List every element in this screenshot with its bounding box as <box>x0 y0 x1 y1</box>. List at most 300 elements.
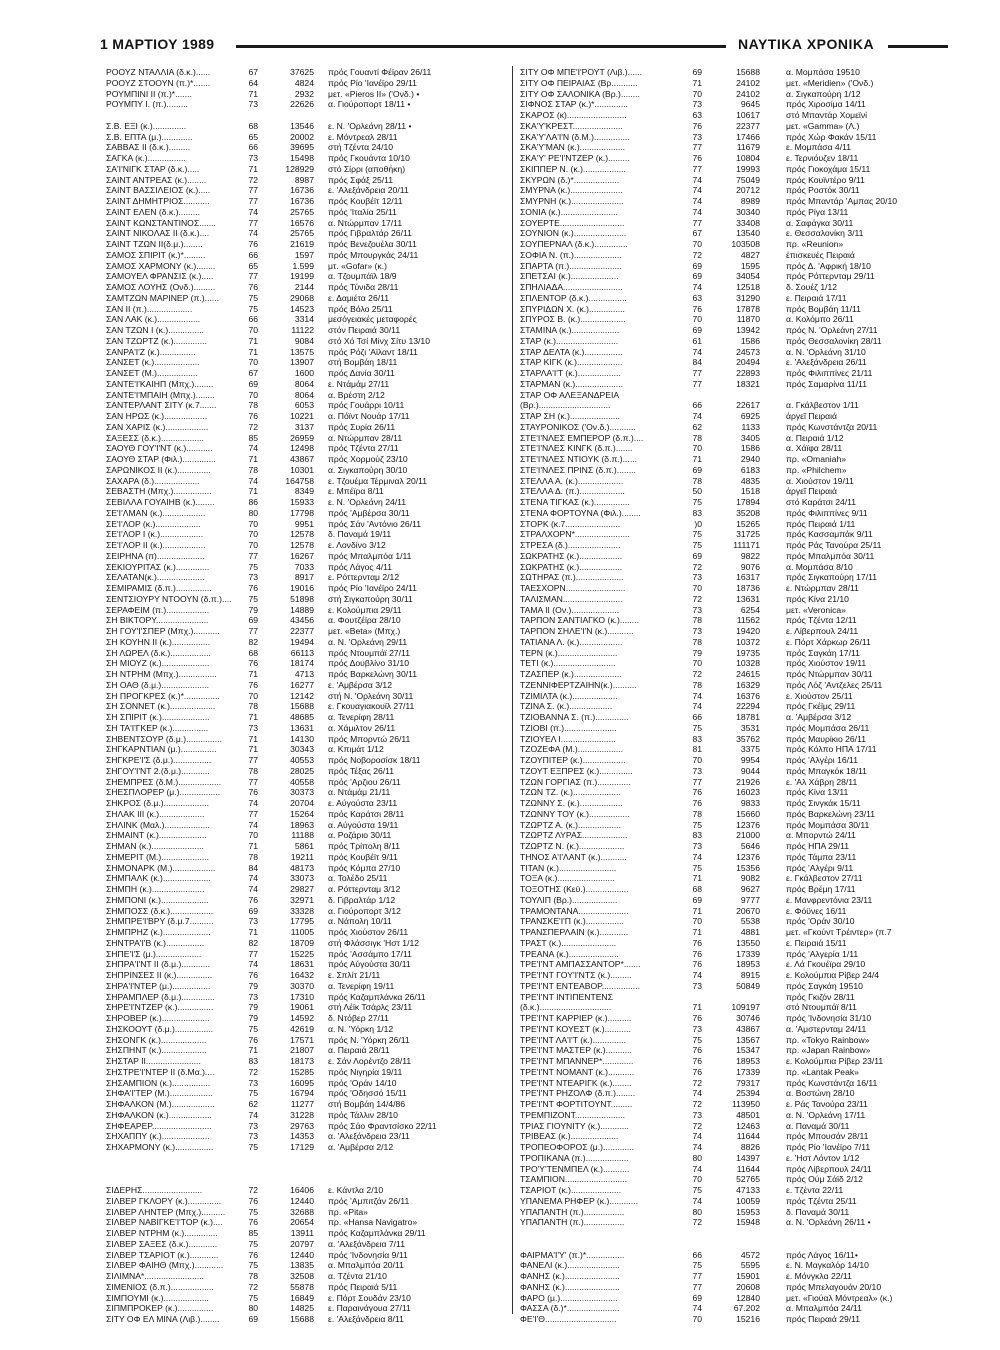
tonnage: 12376 <box>736 851 760 862</box>
tonnage: 19993 <box>736 163 760 174</box>
ship-name: ΤΡΕ'Ι'ΝΤ ΝΟΜΑΝΤ (κ.)........... <box>520 1066 635 1077</box>
tonnage: 25765 <box>290 206 314 217</box>
build-year: 71 <box>248 841 258 851</box>
ship-row <box>520 830 960 841</box>
ship-status: ἀργεῖ Πειραιά <box>786 486 837 497</box>
build-year: 74 <box>248 959 258 970</box>
build-year: 75 <box>692 1034 702 1045</box>
tonnage: 17571 <box>290 1034 314 1045</box>
ship-name: ΣΗΜΠΗ (κ.)...................... <box>106 884 205 894</box>
ship-row <box>106 766 511 777</box>
tonnage: 9627 <box>740 884 760 894</box>
build-year: 65 <box>248 260 258 271</box>
ship-name: ΤΖΙΟΥΕΛ Ι....................... <box>520 733 616 744</box>
build-year: 73 <box>248 916 258 927</box>
build-year: 78 <box>248 851 258 862</box>
ship-name: ΤΖΩΝΝΥ ΤΟΥ (κ.)................. <box>520 808 630 819</box>
ship-name: ΣΗΜΠΟΣΣ (δ.κ.).................. <box>106 905 214 916</box>
build-year: 73 <box>248 722 258 733</box>
ship-name: ΣΗΦΑΛΚΟΝ (Μ.).................. <box>106 1099 215 1109</box>
tonnage: 18953 <box>736 1056 760 1066</box>
build-year: 75 <box>692 819 702 830</box>
build-year: 71 <box>248 486 258 497</box>
ship-row <box>106 465 511 476</box>
build-year: 70 <box>248 357 258 368</box>
ship-row <box>106 1207 511 1218</box>
ship-status: πρός Χιροσίμα 14/11 <box>786 99 866 110</box>
ship-status: α. Γιούροπορτ 18/11 • <box>328 99 411 110</box>
ship-row <box>106 820 511 831</box>
ship-status: πρός Βενεζουέλα 30/11 <box>328 239 417 249</box>
ship-row <box>106 207 511 218</box>
ship-status: ε. Παραινάγουα 27/11 <box>328 1303 411 1314</box>
ship-row <box>520 906 960 917</box>
ship-status: μετ. «Γκούντ Τρέιντερ» (π.7 <box>786 927 892 937</box>
ship-status: πρός Βαρκελώνη 30/11 <box>328 669 418 679</box>
ship-name: ΣΤΑΡ (κ.).......................... <box>520 335 619 346</box>
ship-name: ΦΑΝΗΣ (κ.)....................... <box>520 1281 620 1292</box>
build-year: 76 <box>692 787 702 798</box>
ship-row <box>520 519 960 530</box>
ship-name: ΤΡΕ'Ι'ΝΤ ΡΗΖΟΛΦ (δ.π.)........ <box>520 1088 636 1099</box>
ship-name: ΤΡΕ'Ι'ΝΤ ΚΟΥΕΣΤ (κ.)........... <box>520 1023 631 1034</box>
ship-status: πρός Ρίγα 13/11 <box>786 206 849 217</box>
ship-name: ΣΤΕΝΑ ΤΙΓΚΑΣ (κ.)............... <box>520 497 630 507</box>
tonnage: 30373 <box>290 787 314 798</box>
ship-name: ΣΑΜΟΣ ΧΑΡΜΟΝΥ (κ.)........ <box>106 260 216 271</box>
ship-name: ΣΑΜΟΣ ΣΠΙΡΙΤ (κ.)*......... <box>106 249 206 260</box>
ship-name: ΦΑΣΣΑ (δ.)*...................... <box>520 1303 620 1314</box>
ship-name: ΤΖΑΣΠΕΡ (κ.).................... <box>520 669 622 679</box>
build-year: 70 <box>248 518 258 529</box>
build-year: 69 <box>692 1292 702 1303</box>
ship-name: ΤΡΕ'Ι'ΝΤ ΝΤΕΑΡΙΓΚ (κ.)........ <box>520 1077 632 1088</box>
build-year: 74 <box>692 206 702 217</box>
tonnage: 1133 <box>741 421 760 432</box>
tonnage: 16794 <box>290 1088 314 1099</box>
tonnage: 3405 <box>740 432 760 443</box>
build-year: 74 <box>692 970 702 980</box>
ship-row <box>520 99 960 110</box>
ship-name: ΣΕ'Ι'ΛΜΑΝ (κ.).................. <box>106 507 206 518</box>
tonnage: 18953 <box>736 959 760 970</box>
ship-name: ΣΑΓΚΑ (κ.)................ <box>106 153 186 163</box>
ship-row <box>106 89 511 100</box>
ship-name: Σ.Β. ΕΠΤΑ (μ.)............. <box>106 131 193 142</box>
ship-row <box>106 863 511 874</box>
tonnage: 13575 <box>290 346 314 357</box>
build-year: 61 <box>692 335 702 346</box>
ship-status: ε. Σάν Λορέντζο 28/11 <box>328 1056 412 1066</box>
ship-row <box>106 293 511 304</box>
tonnage: 33408 <box>736 217 760 228</box>
ship-status: πρός Γκέϊμς 29/11 <box>786 701 856 712</box>
ship-name: ΣΚΙΠΠΕΡ Ν. (κ.).................. <box>520 163 626 174</box>
tonnage: 24573 <box>736 346 760 357</box>
tonnage: 16576 <box>290 217 314 228</box>
ship-status: πρός Κουϊντέρο 9/11 <box>786 174 865 185</box>
tonnage: 4835 <box>740 475 760 486</box>
tonnage: 111171 <box>733 540 760 550</box>
ship-status: πρός Βρέμη 17/11 <box>786 884 856 894</box>
build-year: 72 <box>692 593 702 604</box>
tonnage: 2932 <box>294 88 314 99</box>
build-year: 70 <box>248 325 258 335</box>
ship-status: πρός 'Αλγερία 1/11 <box>786 948 859 959</box>
ship-status: πρός Σάο Φραντσίσκο 22/11 <box>328 1120 437 1131</box>
ship-name: ΤΡΕ'Ι'ΝΤ ΙΝΤΙΠΕΝΤΕΝΣ <box>520 991 613 1002</box>
ship-status: πρός Κόμπα 27/10 <box>328 862 401 873</box>
ship-row <box>106 712 511 723</box>
ship-status: α. Αύγούστα 19/11 <box>328 819 399 830</box>
ship-row <box>520 658 960 669</box>
build-year: 80 <box>248 1303 258 1314</box>
build-year: 71 <box>692 454 702 464</box>
ship-row <box>106 895 511 906</box>
ship-row <box>106 185 511 196</box>
ship-name: ΣΤΡΑΛΧΟΡΝ*....................... <box>520 529 630 540</box>
ship-status: α. Νάπολη 10/11 <box>328 916 392 927</box>
tonnage: 11562 <box>736 615 760 626</box>
ship-status: μτ. «Gofar» (κ.) <box>328 260 387 271</box>
build-year: 83 <box>692 733 702 744</box>
ship-row <box>520 669 960 680</box>
ship-status: α. Μομπάσα 19510 <box>786 67 860 77</box>
ship-row <box>520 368 960 379</box>
ship-row <box>520 314 960 325</box>
ship-name: ΣΙΜΠΟΥΜΙ (κ.)................... <box>106 1292 209 1303</box>
build-year: 79 <box>248 980 258 991</box>
ship-status: ε. 'Ηστ Λόντον 1/12 <box>786 1152 860 1163</box>
ship-status: στόν Πειραιά 30/11 <box>328 325 401 335</box>
ship-status: ε. Σπλίτ 21/11 <box>328 970 381 980</box>
build-year: 85 <box>248 1228 258 1238</box>
build-year: 75 <box>248 1260 258 1271</box>
build-year: 78 <box>692 615 702 626</box>
build-year: 79 <box>248 604 258 615</box>
tonnage: 18963 <box>290 819 314 830</box>
tonnage: 13546 <box>290 120 314 131</box>
build-year: 73 <box>692 572 702 583</box>
build-year: 74 <box>692 282 702 292</box>
tonnage: 13911 <box>290 1228 314 1238</box>
ship-name: ΤΗΝΟΣ Α'Ι'ΛΑΝΤ (κ.)........... <box>520 851 627 862</box>
row-spacer <box>520 1239 960 1250</box>
tonnage: 12518 <box>736 282 760 292</box>
build-year: 71 <box>248 669 258 679</box>
ship-row <box>520 325 960 336</box>
ship-status: στό Σίρρι (αποθήκη) <box>328 163 406 174</box>
ship-row <box>106 873 511 884</box>
ship-row <box>106 1142 511 1153</box>
ship-status: ε. Πόρτ Σουδάν 23/10 <box>328 1292 411 1303</box>
ship-name: ΤΡΕ'Ι'ΝΤ ΜΠΑΝΝΕΡ*............. <box>520 1056 634 1066</box>
ship-row <box>520 626 960 637</box>
tonnage: 29068 <box>290 292 314 303</box>
ship-row <box>520 927 960 938</box>
ship-status: μετ. «Γιούαλ Μόντρεαλ» (κ.) <box>786 1292 893 1303</box>
build-year: 77 <box>248 550 258 561</box>
tonnage: 8915 <box>740 970 760 980</box>
build-year: 73 <box>248 1077 258 1088</box>
build-year: 78 <box>692 475 702 486</box>
build-year: 71 <box>248 454 258 464</box>
ship-name: ΣΑΙΝΤ ΒΑΣΣΙΛΕΙΟΣ (κ.)..... <box>106 185 211 196</box>
tonnage: 9076 <box>740 561 760 572</box>
tonnage: 8989 <box>740 196 760 206</box>
tonnage: 13631 <box>290 722 314 733</box>
tonnage: 30343 <box>290 744 314 755</box>
ship-status: ε. Κολούμπια 29/11 <box>328 604 402 615</box>
ship-row <box>520 895 960 906</box>
build-year: 69 <box>692 894 702 905</box>
build-year: 78 <box>248 765 258 776</box>
tonnage: 19735 <box>736 647 760 658</box>
ship-row <box>520 497 960 508</box>
tonnage: 12840 <box>736 1292 760 1303</box>
tonnage: 21000 <box>736 830 760 841</box>
tonnage: 20712 <box>736 185 760 196</box>
ship-row <box>106 809 511 820</box>
build-year: 77 <box>248 271 258 282</box>
ship-row <box>106 1035 511 1046</box>
tonnage: 4824 <box>294 77 314 88</box>
ship-name: ΣΗΜΟΝΑΡΚ (Μ.).................. <box>106 862 216 873</box>
page-header <box>0 0 1000 64</box>
tonnage: 14523 <box>290 303 314 314</box>
ship-row <box>106 1088 511 1099</box>
ship-row <box>520 164 960 175</box>
ship-row <box>106 142 511 153</box>
ship-row <box>106 1293 511 1304</box>
build-year: 74 <box>692 701 702 712</box>
tonnage: 16277 <box>290 679 314 690</box>
ship-status: στή Τζέντα 24/10 <box>328 142 394 153</box>
ship-status: α. Πειραιά 28/11 <box>328 1045 390 1056</box>
ship-name: ΣΗ ΣΠΙΡΙΤ (κ.).................... <box>106 712 210 722</box>
ship-row <box>520 207 960 218</box>
tonnage: 21619 <box>290 239 314 249</box>
column-divider <box>512 66 513 1314</box>
ship-status: πρός Σάν 'Αντόνιο 26/11 <box>328 518 422 529</box>
tonnage: 50849 <box>736 980 760 991</box>
tonnage: 15498 <box>290 153 314 163</box>
tonnage: 29827 <box>290 884 314 894</box>
build-year: 76 <box>248 970 258 980</box>
ship-status: πρός Ν. 'Ορλεάνη 27/11 <box>786 325 878 335</box>
tonnage: 20002 <box>290 131 314 142</box>
build-year: 73 <box>248 99 258 110</box>
tonnage: 19199 <box>290 271 314 282</box>
build-year: 75 <box>248 1023 258 1034</box>
ship-row <box>520 992 960 1003</box>
ship-row <box>520 465 960 476</box>
build-year: 80 <box>692 1206 702 1217</box>
tonnage: 9044 <box>740 765 760 776</box>
ship-name: ΣΗ ΝΤΡΗΜ (Μπχ.)................ <box>106 669 217 679</box>
ship-status: πρός Ρόζι 'Αϊλαντ 18/11 <box>328 346 418 357</box>
ship-row <box>520 476 960 487</box>
ship-status: πρός Πειραιά 1/11 <box>786 518 856 529</box>
build-year: 75 <box>248 303 258 314</box>
tonnage: 10301 <box>290 464 314 475</box>
ship-row <box>106 992 511 1003</box>
ship-status: α. 'Αλεξάνδρεια 7/11 <box>328 1238 405 1249</box>
ship-row <box>520 390 960 401</box>
ship-row <box>520 787 960 798</box>
ship-status: μετ. «Pieros II» ('Ονδ.) • <box>328 88 420 99</box>
ship-row <box>520 282 960 293</box>
build-year: 73 <box>248 1131 258 1142</box>
build-year: 84 <box>248 862 258 873</box>
ship-name: ΣΗ ΠΡΟΓΚΡΕΣ (κ.)*............... <box>106 690 220 701</box>
ship-row <box>520 637 960 648</box>
build-year: 71 <box>692 1002 702 1013</box>
ship-row <box>106 744 511 755</box>
build-year: 70 <box>692 1174 702 1185</box>
ship-status: ε. Γκάλβεστον 27/11 <box>786 873 863 884</box>
tonnage: 1600 <box>294 368 314 378</box>
ship-name: ΣΗ ΣΟΝΝΕΤ (κ.)................... <box>106 701 216 712</box>
ship-status: πρός Λάγος 16/11• <box>786 1249 858 1260</box>
tonnage: 15901 <box>736 1271 760 1281</box>
build-year: 76 <box>248 1034 258 1045</box>
tonnage: 8826 <box>740 1142 760 1152</box>
build-year: 62 <box>248 1099 258 1109</box>
ship-name: ΣΑΝ ΧΑΡΙΣ (κ.).................. <box>106 421 209 432</box>
ship-status: πρός Σαμαρίνα 11/11 <box>786 378 868 389</box>
build-year: 66 <box>692 712 702 722</box>
tonnage: 6053 <box>294 400 314 411</box>
build-year: 77 <box>248 196 258 206</box>
tonnage: 14592 <box>290 1013 314 1023</box>
build-year: 71 <box>248 712 258 722</box>
ship-name: ΣΕ'Ι'ΛΟΡ (κ.)................... <box>106 518 201 529</box>
tonnage: 18321 <box>736 378 760 389</box>
ship-status: πρός Ρόττερνταμ 29/11 <box>786 271 875 282</box>
tonnage: 16849 <box>290 1292 314 1303</box>
tonnage: 2144 <box>294 282 314 292</box>
build-year: 69 <box>248 905 258 916</box>
build-year: 74 <box>692 1303 702 1314</box>
ship-row <box>520 852 960 863</box>
ship-name: ΤΑΕΣΧΟΡΝ......................... <box>520 583 626 593</box>
ship-row <box>520 583 960 594</box>
ship-row <box>106 476 511 487</box>
ship-status: α. Φουτζέϊρα 28/10 <box>328 615 401 626</box>
ship-status: δ. Παναμά 19/11 <box>328 529 392 540</box>
ship-status: πρός Ρίο 'Ιανέϊρο 7/11 <box>786 1142 871 1152</box>
ship-status: α. Βοστώνη 28/10 <box>786 1088 855 1099</box>
ship-status: πρός 'Οράν 30/10 <box>786 916 855 927</box>
build-year: 72 <box>692 561 702 572</box>
ship-row <box>520 1303 960 1314</box>
tonnage: 9951 <box>294 518 314 529</box>
tonnage: 13540 <box>736 228 760 239</box>
ship-name: ΣΑΝ ΛΑΚ (κ.).................. <box>106 314 201 325</box>
ship-status: πρός Δουβλίνο 31/10 <box>328 658 409 669</box>
ship-status: α. Σιγκαπούρη 30/10 <box>328 464 408 475</box>
ship-row <box>106 637 511 648</box>
ship-status: ε. Φόϋνες 16/11 <box>786 905 847 916</box>
build-year: 72 <box>692 1077 702 1088</box>
ship-status: α. Ν. 'Ορλεάνη 31/10 <box>786 346 866 357</box>
ship-name: ΤΖΟΥΠΙΤΕΡ (κ.).................. <box>520 755 626 765</box>
tonnage: 1586 <box>740 443 760 454</box>
ship-status: ε. Τζουέμα Τέρμιναλ 20/11 <box>328 475 428 486</box>
ship-status: στή Ν. 'Ορλεάνη 30/11 <box>328 690 414 701</box>
ship-row <box>520 1045 960 1056</box>
build-year: 79 <box>248 1013 258 1023</box>
tonnage: 5646 <box>740 841 760 851</box>
ship-row <box>520 959 960 970</box>
tonnage: 26959 <box>290 432 314 443</box>
ship-name: ΤΟΞΑ (κ.)........................ <box>520 873 615 884</box>
ship-status: ε. Λονδίνο 3/12 <box>328 540 386 550</box>
tonnage: 39695 <box>290 142 314 153</box>
tonnage: 43456 <box>290 615 314 626</box>
tonnage: 9777 <box>740 894 760 905</box>
ship-name: ΣΚΑ'Υ'ΜΑΝ (κ.)................... <box>520 142 626 153</box>
ship-row <box>520 433 960 444</box>
ship-status: στή Σιγκαπούρη 30/11 <box>328 593 413 604</box>
ship-name: ΣΜΥΡΝΗ (κ.)...................... <box>520 196 624 206</box>
tonnage: 24615 <box>736 669 760 679</box>
ship-status: πρός Τάμπα 23/11 <box>786 851 857 862</box>
ship-row <box>520 196 960 207</box>
ship-row <box>106 422 511 433</box>
ship-name: ΤΑΤΙΑΝΑ Λ. (κ.).................. <box>520 636 623 647</box>
tonnage: 22377 <box>736 120 760 131</box>
tonnage: 13631 <box>736 593 760 604</box>
ship-status: ε. Δαμιέτα 26/11 <box>328 292 390 303</box>
build-year: 64 <box>248 77 258 88</box>
ship-status: πρός Μπαλμπόα 1/11 <box>328 550 412 561</box>
tonnage: 3314 <box>294 314 314 325</box>
ship-row <box>106 583 511 594</box>
ship-row <box>106 1303 511 1314</box>
ship-status: πρός ΗΠΑ 29/11 <box>786 841 850 851</box>
ship-status: ε. Ράς Τανούρα 23/11 <box>786 1099 868 1109</box>
ship-row <box>520 766 960 777</box>
build-year: 78 <box>692 808 702 819</box>
ship-row <box>520 723 960 734</box>
ship-status: ε. Μανφρεντόνια 23/11 <box>786 894 873 905</box>
ship-row <box>520 1056 960 1067</box>
build-year: 69 <box>692 67 702 77</box>
ship-name: ΣΑΝ ΙΙ (π.)................... <box>106 303 193 314</box>
build-year: 70 <box>692 1314 702 1324</box>
ship-name: ΤΡΕ'Ι'ΝΤ ΕΝΤΕΑΒΟΡ................ <box>520 980 640 991</box>
build-year: 76 <box>692 937 702 948</box>
ship-row <box>106 594 511 605</box>
ship-row <box>106 755 511 766</box>
tonnage: 52765 <box>736 1174 760 1185</box>
ship-row <box>106 411 511 422</box>
tonnage: 11188 <box>291 830 314 841</box>
ship-name: ΣΙΛΒΕΡ ΤΣΑΡΙΟΤ (κ.)............ <box>106 1249 219 1260</box>
build-year: 71 <box>248 927 258 937</box>
ship-status: α. Κολόμπο 26/11 <box>786 314 854 325</box>
ship-row <box>520 680 960 691</box>
build-year: 66 <box>692 1249 702 1260</box>
ship-status: στό Χό Τσί Μίνχ Σίτυ 13/10 <box>328 335 430 346</box>
ship-status: α. 'Αμβέρσα 3/12 <box>786 712 852 722</box>
ship-row <box>106 228 511 239</box>
ship-name: ΤΖΙΜΙΛΤΑ (κ.)................... <box>520 690 618 701</box>
ship-name: ΣΗΡΑ'Ι'ΝΤΕΡ (μ.)................ <box>106 980 211 991</box>
ship-name: ΣΗΜΕΡΙΤ (Μ.).................... <box>106 851 210 862</box>
